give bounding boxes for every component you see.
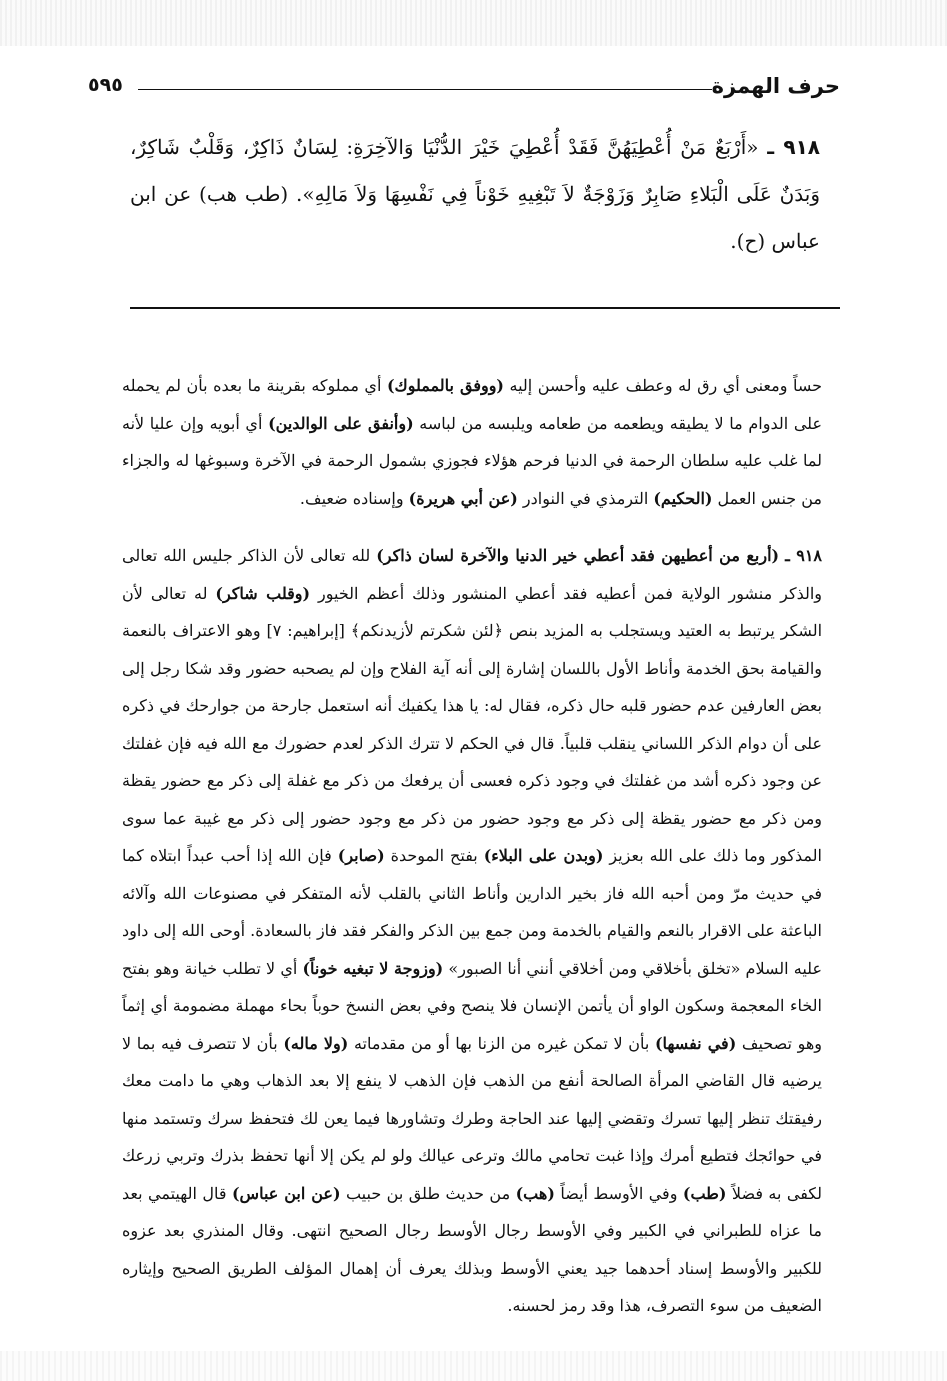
bold-term: (وأنفق على الوالدين): [268, 413, 414, 433]
text-run: بأن لا تتصرف فيه بما لا يرضيه قال القاضي المرأة الصالحة أنفع من الذهب فإن الذهب لا ينفع إلا بعد الذهاب وهي ما دامت معك رفيقتك تنظر إليها تسرك وتقضي إليها عند الحاجة وطرك وتشاورها فيما يعن لك فتحفظ سرك وتستمد منها في حوائجك فتطيع أمرك وإذا غبت تحامي مالك وترعى عيالك ولو لم يكن إلا أنها تحفظ بذرك وتربي زرعك لكفى به فضلاً: [122, 1033, 823, 1203]
text-run: له تعالى لأن الشكر يرتبط به العتيد ويستجلب به المزيد بنص ﴿لئن شكرتم لأزيدنكم﴾ [إبراهيم: ٧] وهو الاعتراف بالنعمة والقيامة بحق الخدمة وأناط الأول باللسان إشارة إلى أنه آية الفلاح وإن لم يصحبه حضور وقد شكا رجل إلى بعض العارفين عدم حضور قلبه حال ذكره، فقال له: يا هذا يكفيك أنه استعمل جارحة من جوارحك في ذكره على أن دوام الذكر اللساني ينقلب قلبياً. قال في الحكم لا تترك الذكر لعدم حضورك مع الله فيه فإن غفلتك عن وجود ذكره أشد من غفلتك في وجود ذكره فعسى أن يرفعك من ذكر مع غفلة إلى ذكر مع حضور يقظة ومن ذكر مع حضور يقظة إلى ذكر مع وجود حضور من ذكر مع وجود حضور إلى ذكر مع غيبة عما سوى المذكور وما ذلك على الله بعزيز: [122, 583, 823, 865]
text-run: أي لا تطلب خيانة وهو بفتح الخاء المعجمة وسكون الواو أن يأتمن الإنسان فلا ينصح وفي بعض النسخ حوباً بحاء مهملة مضمومة أي إثماً وهو تصحيف: [122, 958, 823, 1053]
text-run: فإن الله إذا أحب عبداً ابتلاه كما في حديث مرّ ومن أحبه الله فاز بخير الدارين وأناط الثاني بالقلب لأنه المتفكر في مصنوعات الله وآلائه الباعثة على الاقرار بالنعم والقيام بالخدمة ومن جمع بين الذكر والفكر فقد فاز بالسعادة. أوحى الله إلى داود عليه السلام «تخلق بأخلاقي ومن أخلاقي أنني أنا الصبور»: [122, 846, 823, 978]
bold-term: (طب): [682, 1183, 727, 1203]
hadith-source: (طب هب) عن ابن عباس (ح).: [130, 182, 820, 253]
bold-term: (الحكيم): [653, 488, 713, 508]
text-run: الترمذي في النوادر: [517, 488, 654, 508]
scan-edge-top: [0, 0, 947, 46]
text-run: وفي الأوسط أيضاً: [554, 1183, 683, 1203]
bold-term: (عن ابن عباس): [231, 1183, 341, 1203]
text-run: أي مملوكه بقرينة ما بعده بأن لم يحمله على الدوام ما لا يطيقه ويطعمه من طعامه ويلبسه من لباسه: [122, 376, 822, 433]
commentary-918: [122, 537, 822, 1325]
commentary-continuation: [122, 367, 822, 517]
bold-term: (وزوجة لا تبغيه خوناً): [302, 958, 444, 978]
hadith-number: ٩١٨ ـ: [767, 135, 821, 159]
page-number: ٥٩٥: [88, 74, 123, 96]
bold-term: (ولا ماله): [283, 1033, 349, 1053]
text-run: بأن لا تمكن غيره من الزنا بها أو من مقدماته: [348, 1033, 655, 1053]
header-rule: [138, 89, 712, 90]
page-header: [88, 74, 840, 108]
bold-term: (وبدن على البلاء): [483, 846, 604, 865]
text-run: أي أبويه وإن عليا لأنه لما غلب عليه سلطان الرحمة في الدنيا فرحم هؤلاء فجوزي بشمول الرحمة في الآخرة وسبوغها له والجزاء من جنس العمل: [122, 413, 822, 508]
text-run: من حديث طلق بن حبيب: [340, 1183, 516, 1203]
text-run: لله تعالى لأن الذاكر جليس الله تعالى والذكر منشور الولاية فمن أعطيه فقد أعطي المنشور وذلك أعظم الخيور: [122, 546, 823, 603]
bold-term: (صابر): [337, 846, 385, 865]
bold-term: (عن أبي هريرة): [408, 488, 518, 508]
section-divider: [130, 307, 840, 309]
scan-edge-bottom: [0, 1351, 947, 1381]
chapter-title: حرف الهمزة: [711, 74, 840, 98]
bold-term: (أربع من أعطيهن فقد أعطي خير الدنيا والآخرة لسان ذاكر): [376, 546, 780, 565]
text-run: حساً ومعنى أي رق له وعطف عليه وأحسن إليه: [504, 376, 823, 395]
hadith-text: [130, 124, 820, 265]
hadith-body: «أَرْبَعٌ مَنْ أُعْطِيَهُنَّ فَقَدْ أُعْطِيَ خَيْرَ الدُّنْيَا وَالآخِرَةِ: لِسَانٌ ذَاكِرٌ، وَقَلْبٌ شَاكِرٌ، وَبَدَنٌ عَلَى الْبَلاءِ صَابِرٌ وَزَوْجَةٌ لاَ تَبْغِيهِ خَوْناً فِي نَفْسِهَا وَلاَ مَالِهِ».: [130, 135, 820, 206]
text-run: بفتح الموحدة: [384, 846, 484, 865]
bold-term: (وقلب شاكر): [215, 583, 311, 603]
bold-term: (هب): [515, 1183, 555, 1203]
commentary-number: ٩١٨ ـ: [785, 546, 822, 565]
bold-term: (في نفسها): [654, 1033, 737, 1053]
text-run: قال الهيتمي بعد ما عزاه للطبراني في الكبير وفي الأوسط رجال الأوسط رجال الصحيح انتهى. وقال المنذري بعد عزوه للكبير والأوسط إسناد أحدهما جيد يعني الأوسط وبذلك يعرف أن إهمال المؤلف الطريق الصحيح وإيثاره الضعيف من سوء التصرف، هذا وقد رمز لحسنه.: [122, 1183, 823, 1315]
text-run: وإسناده ضعيف.: [299, 488, 409, 508]
bold-term: (ووفق بالمملوك): [386, 376, 504, 395]
